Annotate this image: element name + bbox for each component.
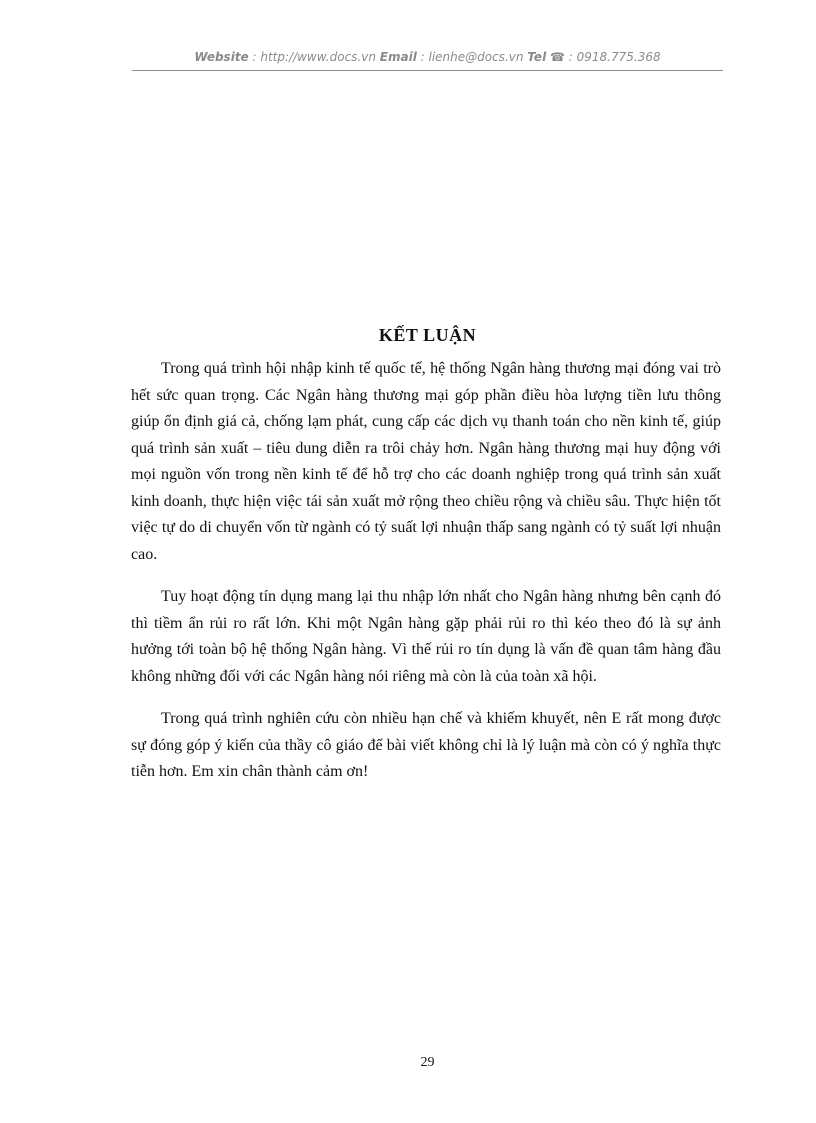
document-title: KẾT LUẬN xyxy=(378,325,477,345)
email-separator: : xyxy=(416,50,429,64)
paragraph-3: Trong quá trình nghiên cứu còn nhiều hạn chế và khiếm khuyết, nên E rất mong được sự đóng góp ý kiến của thầy cô giáo để bài viết không chỉ là lý luận mà còn có ý nghĩa thực tiễn hơn. Em xin chân thành cảm ơn! xyxy=(131,710,721,780)
website-separator: : xyxy=(248,50,261,64)
paragraph-2: Tuy hoạt động tín dụng mang lại thu nhập lớn nhất cho Ngân hàng nhưng bên cạnh đó thì tiềm ẩn rủi ro rất lớn. Khi một Ngân hàng gặp phải rủi ro thì kéo theo đó là sự ảnh hưởng tới toàn bộ hệ thống Ngân hàng. Vì thế rủi ro tín dụng là vấn đề quan tâm hàng đầu không những đối với các Ngân hàng nói riêng mà còn là của toàn xã hội. xyxy=(131,588,721,685)
tel-number: 0918.775.368 xyxy=(576,50,661,64)
website-label: Website xyxy=(194,50,249,64)
document-body xyxy=(131,356,721,802)
website-url[interactable]: http://www.docs.vn xyxy=(260,50,376,64)
header-divider xyxy=(132,70,723,71)
email-address[interactable]: lienhe@docs.vn xyxy=(428,50,524,64)
telephone-icon: ☎ xyxy=(550,50,565,64)
paragraph-1: Trong quá trình hội nhập kinh tế quốc tế, hệ thống Ngân hàng thương mại đóng vai trò hết sức quan trọng. Các Ngân hàng thương mại góp phần điều hòa lượng tiền lưu thông giúp ổn định giá cả, chống lạm phát, cung cấp các dịch vụ thanh toán cho nền kinh tế, giúp quá trình sản xuất – tiêu dung diễn ra trôi chảy hơn. Ngân hàng thương mại huy động với mọi nguồn vốn trong nền kinh tế để hỗ trợ cho các doanh nghiệp trong quá trình sản xuất kinh doanh, thực hiện việc tái sản xuất mở rộng theo chiều rộng và chiều sâu. Thực hiện tốt việc tự do di chuyển vốn từ ngành có tỷ suất lợi nhuận thấp sang ngành có tỷ suất lợi nhuận cao. xyxy=(131,360,721,563)
page-number: 29 xyxy=(420,1055,435,1070)
tel-separator: : xyxy=(564,50,577,64)
email-label: Email xyxy=(379,50,417,64)
page-header xyxy=(132,50,723,70)
tel-label: Tel xyxy=(527,50,547,64)
